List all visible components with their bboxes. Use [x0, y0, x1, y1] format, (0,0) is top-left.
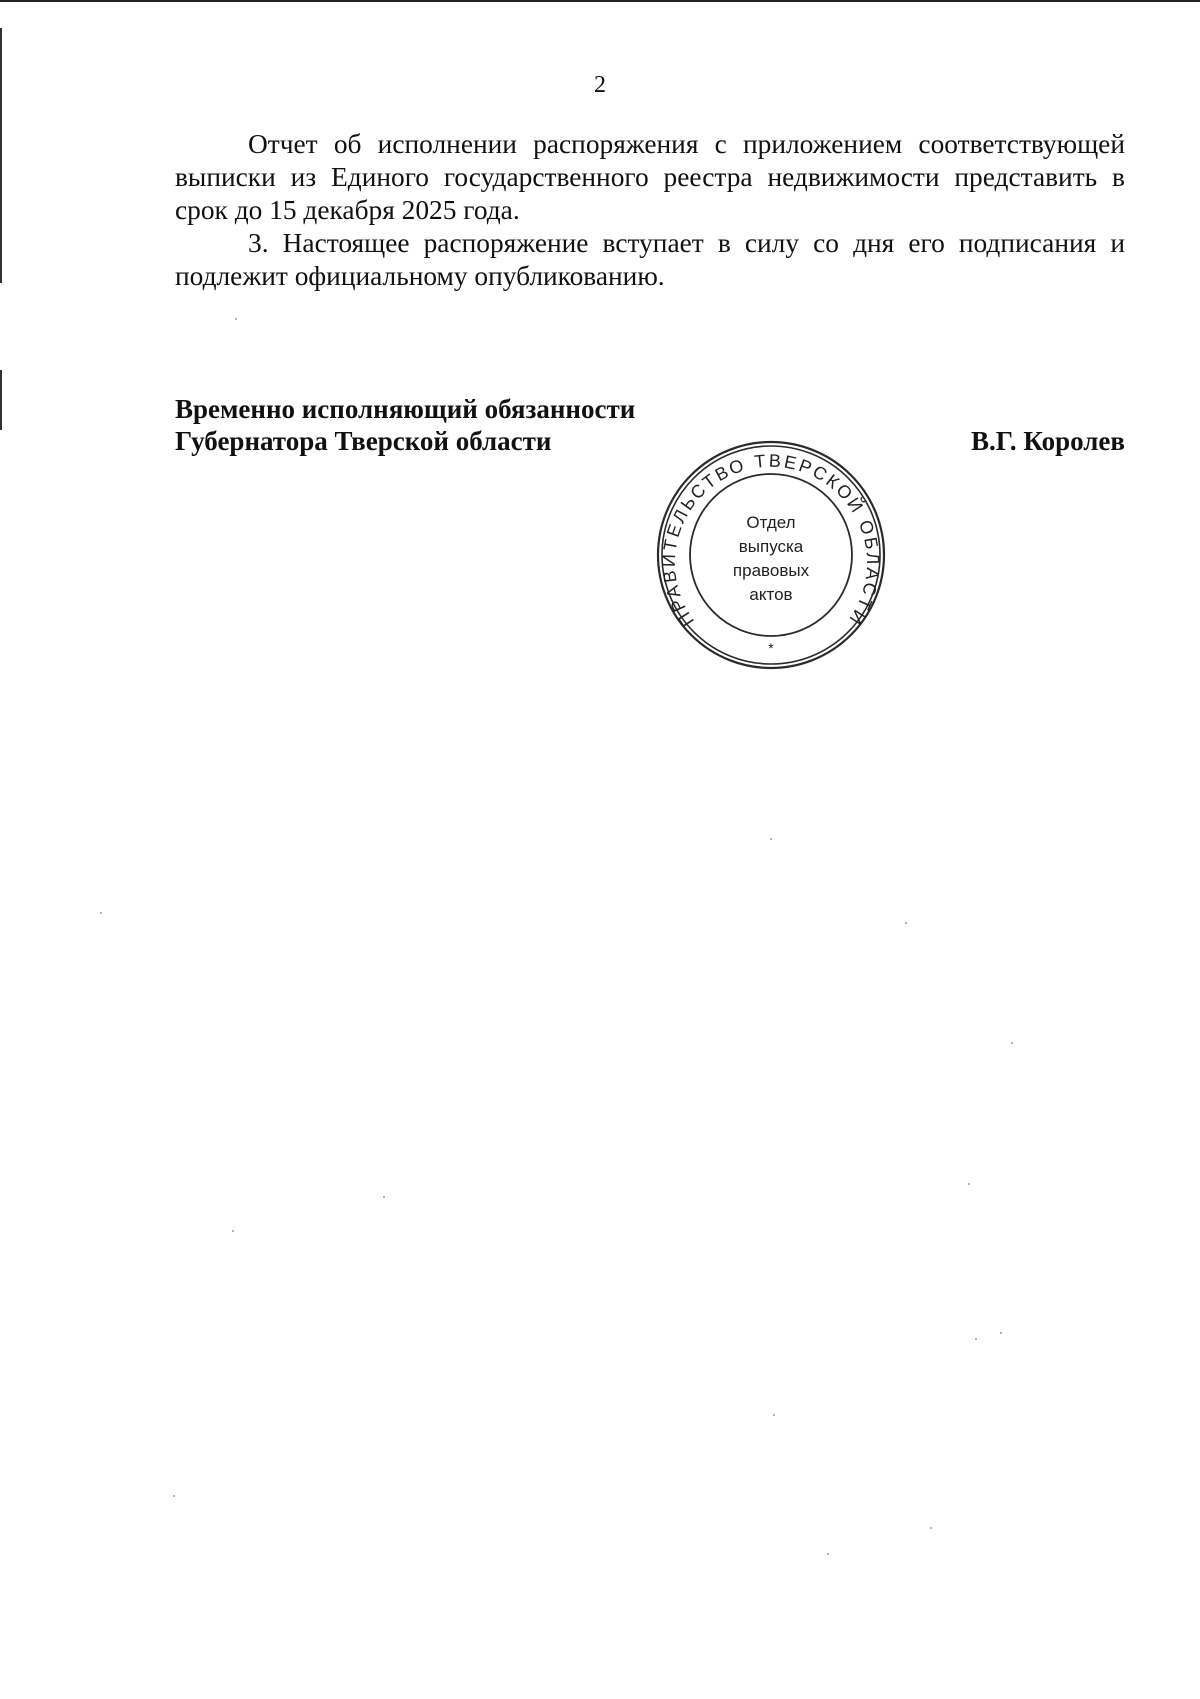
stamp-center-line2: выпуска: [738, 537, 804, 556]
scan-speck: [235, 318, 237, 320]
scan-speck: [975, 1338, 977, 1340]
signatory-position-line1: Временно исполняющий обязанности: [175, 394, 636, 424]
scan-speck: [1011, 1042, 1013, 1044]
stamp-center-line4: актов: [749, 585, 793, 604]
stamp-center-line1: Отдел: [746, 513, 796, 532]
scan-speck: [1000, 1332, 1002, 1334]
stamp-star: *: [768, 640, 774, 656]
scan-speck: [232, 1230, 234, 1232]
body-text: [175, 128, 1125, 293]
paragraph-report: Отчет об исполнении распоряжения с приложением соответствующей выписки из Единого государственного реестра недвижимости представить в срок до 15 декабря 2025 года.: [175, 129, 1125, 225]
scan-speck: [770, 838, 772, 840]
scan-speck: [383, 1196, 385, 1198]
signatory-position-line2: Губернатора Тверской области: [175, 426, 552, 456]
scan-left-edge: [0, 370, 2, 430]
page-number: 2: [594, 72, 606, 98]
scan-left-edge: [0, 28, 2, 283]
scan-speck: [773, 1414, 775, 1416]
scan-speck: [968, 1183, 970, 1185]
scan-speck: [100, 912, 102, 914]
scan-top-edge: [0, 0, 1200, 2]
signatory-position: [175, 393, 635, 457]
scan-speck: [827, 1553, 829, 1555]
scan-speck: [173, 1495, 175, 1497]
official-stamp: [655, 439, 887, 671]
scan-speck: [905, 922, 907, 924]
scan-speck: [930, 1527, 932, 1529]
stamp-ring-text: ПРАВИТЕЛЬСТВО ТВЕРСКОЙ ОБЛАСТИ: [658, 450, 884, 631]
paragraph-entry-into-force: 3. Настоящее распоряжение вступает в силу со дня его подписания и подлежит официальному опубликованию.: [175, 228, 1125, 291]
signatory-name: В.Г. Королев: [971, 426, 1125, 456]
stamp-center-line3: правовых: [732, 561, 810, 580]
